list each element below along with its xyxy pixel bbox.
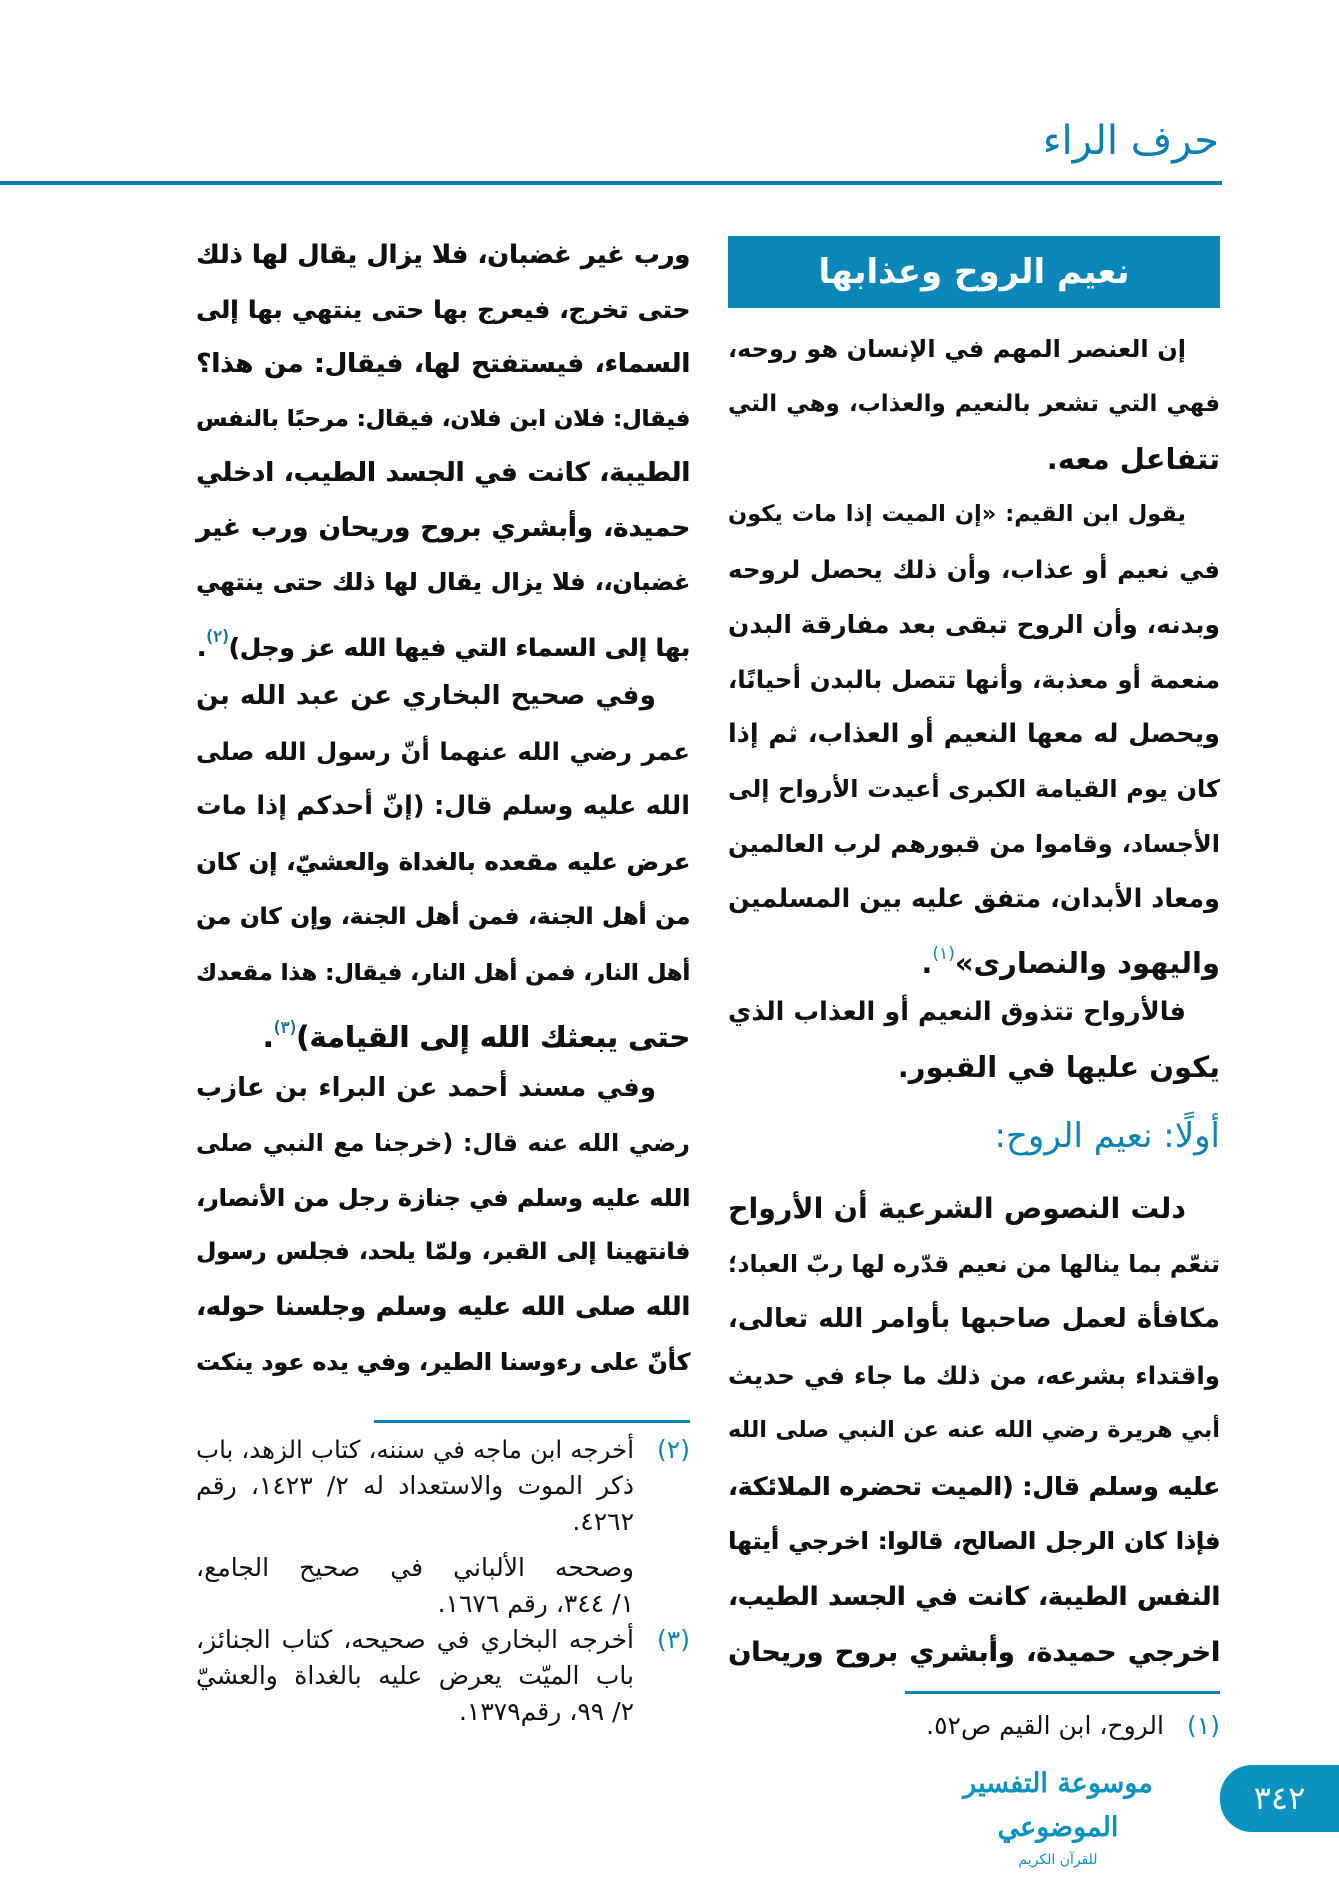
text-line xyxy=(728,762,1220,817)
chapter-title: حرف الراء xyxy=(1042,118,1219,164)
line-text: كأنّ على رءوسنا الطير، وفي يده عود ينكت xyxy=(196,1347,690,1376)
text-line xyxy=(728,487,1220,542)
text-line xyxy=(196,555,690,610)
text-line xyxy=(196,228,690,283)
line-text: إن العنصر المهم في الإنسان هو روحه، xyxy=(728,335,1186,363)
line-text: وفي صحيح البخاري عن عبد الله بن xyxy=(196,680,656,711)
text-line xyxy=(728,1237,1220,1293)
left-footnote-divider xyxy=(374,1420,690,1423)
text-line xyxy=(728,707,1220,762)
text-line xyxy=(196,890,690,946)
section-title-box xyxy=(728,236,1220,308)
punctuation: . xyxy=(262,1020,274,1054)
line-text: واليهود والنصارى» xyxy=(954,946,1220,980)
line-text: حميدة، وأبشري بروح وريحان ورب غير xyxy=(196,512,690,543)
text-line xyxy=(196,1225,690,1280)
text-line xyxy=(728,432,1220,487)
footnote-line: أخرجه ابن ماجه في سننه، كتاب الزهد، باب xyxy=(196,1435,634,1464)
line-text: واقتداء بشرعه، من ذلك ما جاء في حديث xyxy=(728,1360,1220,1390)
line-text: الأجساد، وقاموا من قبورهم لرب العالمين xyxy=(728,830,1220,858)
text-line xyxy=(728,1459,1220,1515)
line-text: حتى يبعثك الله إلى القيامة) xyxy=(295,1020,690,1054)
line-text: عليه وسلم قال: (الميت تحضره الملائكة، xyxy=(728,1471,1220,1501)
right-paragraph-1 xyxy=(728,322,1220,982)
encyclopedia-logo xyxy=(933,1762,1183,1868)
punctuation: . xyxy=(196,632,207,662)
text-line xyxy=(196,446,690,501)
line-text: كان يوم القيامة الكبرى أعيدت الأرواح إلى xyxy=(728,775,1220,803)
text-line xyxy=(728,927,1220,982)
line-text: يكون عليها في القبور. xyxy=(897,1050,1220,1084)
line-text: منعمة أو معذبة، وأنها تتصل بالبدن أحيانًا، xyxy=(728,665,1220,694)
text-line xyxy=(196,501,690,556)
text-line xyxy=(196,1280,690,1335)
text-line xyxy=(728,1625,1220,1681)
line-text: فيقال: فلان ابن فلان، فيقال: مرحبًا بالنفس xyxy=(196,405,690,432)
text-line xyxy=(196,610,690,665)
line-text: السماء، فيستفتح لها، فيقال: من هذا؟ xyxy=(196,349,690,379)
right-paragraph-2 xyxy=(728,985,1220,1095)
text-line xyxy=(196,779,690,835)
text-line xyxy=(196,283,690,338)
text-line xyxy=(728,377,1220,432)
footnote-line: باب الميّت يعرض عليه بالغداة والعشيّ xyxy=(196,1661,634,1690)
page-number-badge xyxy=(1220,1765,1339,1832)
text-line xyxy=(728,817,1220,872)
left-paragraph-2 xyxy=(196,668,690,1057)
text-line xyxy=(196,668,690,724)
footnote xyxy=(196,1432,690,1622)
footnote-ref: (١) xyxy=(932,944,955,964)
line-text: تنعّم بما ينالها من نعيم قدّره لها ربّ العباد؛ xyxy=(728,1249,1220,1278)
text-line xyxy=(728,985,1220,1040)
line-text: ورب غير غضبان، فلا يزال يقال لها ذلك xyxy=(196,240,690,270)
footnote-number: (٣) xyxy=(657,1625,690,1654)
line-text: في نعيم أو عذاب، وأن ذلك يحصل لروحه xyxy=(728,555,1220,584)
line-text: حتى تخرج، فيعرج بها حتى ينتهي بها إلى xyxy=(196,294,690,324)
text-line xyxy=(728,1040,1220,1095)
line-text: ويحصل له معها النعيم أو العذاب، ثم إذا xyxy=(728,719,1220,749)
left-footnotes xyxy=(196,1432,690,1730)
right-footnote-divider xyxy=(905,1691,1220,1694)
left-paragraph-1 xyxy=(196,228,690,664)
text-line xyxy=(196,946,690,1002)
header-divider xyxy=(0,181,1222,185)
footnote-line: أخرجه البخاري في صحيحه، كتاب الجنائز، xyxy=(196,1625,634,1654)
line-text: أبي هريرة رضي الله عنه عن النبي صلى الله xyxy=(728,1417,1220,1443)
right-paragraph-3 xyxy=(728,1181,1220,1681)
text-line xyxy=(196,1335,690,1390)
footnote-line: الروح، ابن القيم ص٥٢. xyxy=(926,1711,1164,1740)
text-line xyxy=(196,1116,690,1171)
text-line xyxy=(728,322,1220,377)
line-text: فانتهينا إلى القبر، ولمّا يلحد، فجلس رسول xyxy=(196,1239,690,1266)
footnote-line: ذكر الموت والاستعداد له ٢/ ١٤٢٣، رقم xyxy=(196,1471,634,1500)
footnote-number: (٢) xyxy=(657,1435,690,1464)
text-line xyxy=(196,392,690,447)
text-line xyxy=(728,1403,1220,1459)
line-text: يقول ابن القيم: «إن الميت إذا مات يكون xyxy=(728,501,1186,527)
line-text: مكافأة لعمل صاحبها بأوامر الله تعالى، xyxy=(728,1304,1220,1334)
text-line xyxy=(728,872,1220,927)
text-line xyxy=(196,724,690,780)
line-text: وبدنه، وأن الروح تبقى بعد مفارقة البدن xyxy=(728,610,1220,639)
line-text: فهي التي تشعر بالنعيم والعذاب، وهي التي xyxy=(728,391,1220,417)
logo-subtitle: للقرآن الكريم xyxy=(1018,1852,1098,1868)
subheading: أولًا: نعيم الروح: xyxy=(994,1116,1220,1156)
footnote-ref: (٣) xyxy=(273,1018,296,1038)
right-footnotes xyxy=(728,1708,1220,1744)
footnote-ref: (٢) xyxy=(206,626,229,647)
footnote xyxy=(196,1622,690,1730)
line-text: وفي مسند أحمد عن البراء بن عازب xyxy=(196,1073,656,1103)
footnote xyxy=(728,1708,1220,1744)
text-line xyxy=(196,835,690,891)
line-text: عرض عليه مقعده بالغداة والعشيّ، إن كان xyxy=(196,847,690,876)
line-text: رضي الله عنه قال: (خرجنا مع النبي صلى xyxy=(196,1128,690,1157)
line-text: الطيبة، كانت في الجسد الطيب، ادخلي xyxy=(196,458,690,488)
text-line xyxy=(196,1171,690,1226)
text-line xyxy=(728,1348,1220,1404)
line-text: فالأرواح تتذوق النعيم أو العذاب الذي xyxy=(728,997,1186,1027)
line-text: دلت النصوص الشرعية أن الأرواح xyxy=(728,1192,1186,1225)
line-text: الله صلى الله عليه وسلم وجلسنا حوله، xyxy=(196,1292,690,1323)
line-text: تتفاعل معه. xyxy=(1046,442,1220,476)
line-text: الله عليه وسلم في جنازة رجل من الأنصار، xyxy=(196,1183,690,1212)
text-line xyxy=(728,597,1220,652)
line-text: الله عليه وسلم قال: (إنّ أحدكم إذا مات xyxy=(196,791,690,821)
line-text: أهل النار، فمن أهل النار، فيقال: هذا مقعدك xyxy=(196,959,690,986)
footnote-number: (١) xyxy=(1187,1711,1220,1740)
line-text: اخرجي حميدة، وأبشري بروح وريحان xyxy=(728,1637,1220,1668)
left-paragraph-3 xyxy=(196,1061,690,1390)
line-text: من أهل الجنة، فمن أهل الجنة، وإن كان من xyxy=(196,904,690,930)
text-line xyxy=(196,1001,690,1057)
footnote-line: ٤٢٦٢. xyxy=(572,1507,634,1536)
text-line xyxy=(728,652,1220,707)
line-text: فإذا كان الرجل الصالح، قالوا: اخرجي أيتها xyxy=(728,1527,1220,1555)
text-line xyxy=(728,542,1220,597)
line-text: عمر رضي الله عنهما أنّ رسول الله صلى xyxy=(196,736,690,766)
footnote-line: ٢/ ٩٩، رقم١٣٧٩. xyxy=(458,1697,634,1726)
text-line xyxy=(728,1514,1220,1570)
text-line xyxy=(196,337,690,392)
text-line xyxy=(728,1570,1220,1626)
page-number: ٣٤٢ xyxy=(1253,1779,1306,1817)
line-text: بها إلى السماء التي فيها الله عز وجل) xyxy=(228,632,690,662)
text-line xyxy=(728,1181,1220,1237)
text-line xyxy=(196,1061,690,1116)
footnote-line: ١/ ٣٤٤، رقم ١٦٧٦. xyxy=(437,1589,634,1618)
logo-title: موسوعة التفسير الموضوعي xyxy=(963,1768,1153,1843)
line-text: النفس الطيبة، كانت في الجسد الطيب، xyxy=(728,1581,1220,1612)
punctuation: . xyxy=(921,946,933,980)
line-text: غضبان،، فلا يزال يقال لها ذلك حتى ينتهي xyxy=(196,568,690,596)
section-title: نعيم الروح وعذابها xyxy=(818,252,1130,292)
footnote-line: وصححه الألباني في صحيح الجامع، xyxy=(196,1553,634,1582)
text-line xyxy=(728,1292,1220,1348)
line-text: ومعاد الأبدان، متفق عليه بين المسلمين xyxy=(728,884,1220,914)
